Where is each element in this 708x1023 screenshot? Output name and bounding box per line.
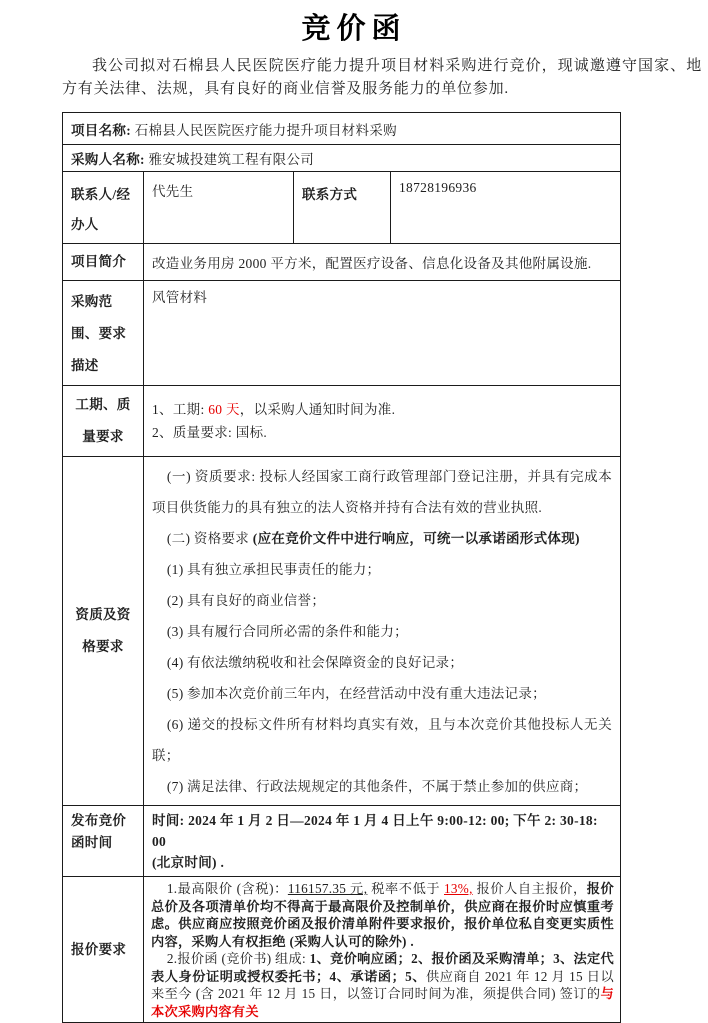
qualification-item: (7) 满足法律、行政法规规定的其他条件，不属于禁止参加的供应商； bbox=[166, 779, 588, 794]
qualification-item: (5) 参加本次竞价前三年内，在经营活动中没有重大违法记录； bbox=[166, 686, 546, 701]
quote-req-value bbox=[144, 877, 621, 1023]
row-purchaser bbox=[63, 145, 621, 172]
intro-paragraph: 我公司拟对石棉县人民医院医疗能力提升项目材料采购进行竞价，现诚邀遵守国家、地方有关法律、法规，具有良好的商业信誉及服务能力的单位参加. bbox=[62, 58, 702, 97]
qualification-value bbox=[144, 457, 621, 806]
page-title: 竞价函 bbox=[301, 13, 407, 45]
qualification-item: (2) 具有良好的商业信誉； bbox=[166, 593, 326, 608]
scope-value: 风管材料 bbox=[144, 281, 621, 386]
announce-time-value bbox=[144, 806, 621, 877]
qualification-item: (4) 有依法缴纳税收和社会保障资金的良好记录； bbox=[166, 655, 464, 670]
qualification-item: (一) 资质要求: 投标人经国家工商行政管理部门登记注册，并具有完成本项目供货能力的具有独立的法人资格并持有合法有效的营业执照. bbox=[152, 469, 613, 515]
announce-time-line-1: 时间: 2024 年 1 月 2 日—2024 年 1 月 4 日上午 9:00-12: 00; 下午 2: 30-18: 00 bbox=[152, 813, 598, 849]
project-name-value: 石棉县人民医院医疗能力提升项目材料采购 bbox=[134, 122, 397, 138]
announce-time-label: 发布竞价函时间 bbox=[63, 806, 144, 877]
schedule-value bbox=[144, 386, 621, 457]
schedule-line-1: 1、工期: 60 天，以采购人通知时间为准. bbox=[152, 402, 396, 417]
scope-label: 采购范围、要求描述 bbox=[63, 281, 144, 386]
contact-phone: 18728196936 bbox=[391, 172, 621, 244]
project-name-cell bbox=[63, 113, 621, 145]
row-schedule-quality bbox=[63, 386, 621, 457]
project-brief-label: 项目简介 bbox=[63, 244, 144, 281]
qualification-item: (3) 具有履行合同所必需的条件和能力； bbox=[166, 624, 408, 639]
bid-info-table bbox=[62, 112, 621, 1023]
row-contact bbox=[63, 172, 621, 244]
purchaser-label: 采购人名称: bbox=[71, 152, 145, 167]
row-qualification bbox=[63, 457, 621, 806]
purchaser-cell bbox=[63, 145, 621, 172]
qualification-item: (二) 资格要求 (应在竞价文件中进行响应，可统一以承诺函形式体现) bbox=[166, 531, 580, 546]
announce-time-line-2: (北京时间) . bbox=[152, 855, 225, 870]
schedule-line-2: 2、质量要求: 国标. bbox=[152, 425, 268, 440]
quote-req-para-1: 1.最高限价 (含税)：116157.35 元, 税率不低于 13%, 报价人自主报价，报价总价及各项清单价均不得高于最高限价及控制单价，供应商在报价时应慎重考虑。供应商应按照竞价函及报价清单附件要求报价，报价单位私自变更实质性内容，采购人有权拒绝 (采购人认可的除外) . bbox=[151, 881, 615, 949]
contact-method-label: 联系方式 bbox=[294, 172, 391, 244]
row-project-name bbox=[63, 113, 621, 145]
row-project-brief bbox=[63, 244, 621, 281]
contact-label: 联系人/经办人 bbox=[63, 172, 144, 244]
row-scope bbox=[63, 281, 621, 386]
contact-person: 代先生 bbox=[144, 172, 294, 244]
purchaser-value: 雅安城投建筑工程有限公司 bbox=[148, 152, 315, 167]
row-quote-requirements bbox=[63, 877, 621, 1023]
row-announce-time bbox=[63, 806, 621, 877]
project-name-label: 项目名称: bbox=[71, 122, 131, 138]
qualification-label: 资质及资格要求 bbox=[63, 457, 144, 806]
qualification-item: (6) 递交的投标文件所有材料均真实有效，且与本次竞价其他投标人无关联； bbox=[152, 717, 613, 763]
qualification-item: (1) 具有独立承担民事责任的能力； bbox=[166, 562, 381, 577]
schedule-label: 工期、质量要求 bbox=[63, 386, 144, 457]
quote-req-para-2: 2.报价函 (竞价书) 组成: 1、竞价响应函；2、报价函及采购清单；3、法定代表人身份证明或授权委托书；4、承诺函；5、供应商自 2021 年 12 月 15 日以来至今 (含 2021 年 12 月 15 日，以签订合同时间为准，须提供合同) 签订的与本次采购内容有关 bbox=[151, 951, 615, 1019]
project-brief-value: 改造业务用房 2000 平方米，配置医疗设备、信息化设备及其他附属设施. bbox=[144, 244, 621, 281]
quote-req-label: 报价要求 bbox=[63, 877, 144, 1023]
